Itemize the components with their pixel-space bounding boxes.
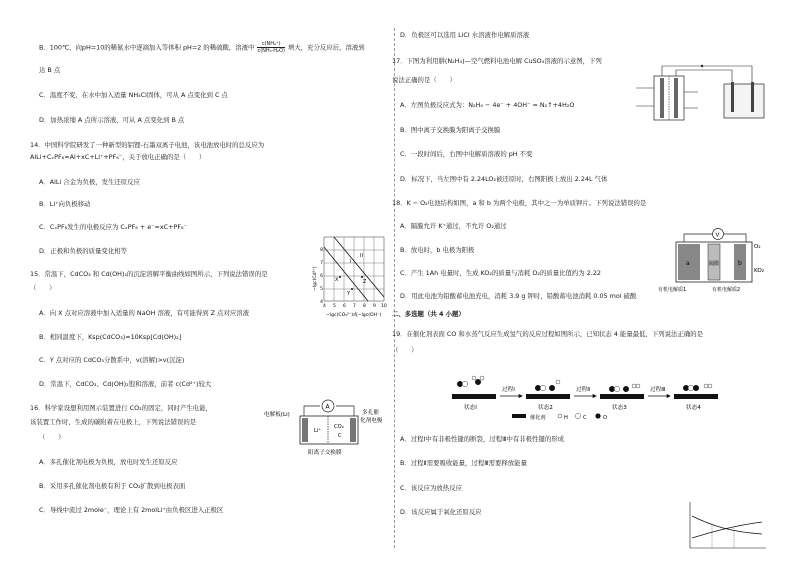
q15-xtick: 10 bbox=[381, 304, 387, 309]
q13-option-d: D．加热浓缩 A 点所示溶液，可从 A 点变化到 B 点 bbox=[39, 116, 185, 124]
q19-state-4: 状态4 bbox=[686, 405, 701, 411]
q17-option-d: D．标况下，当左图中有 2.24LO₂被还原时，右图阳极上放出 2.24L 气体 bbox=[400, 175, 608, 183]
q17-stem-1: 17．下图为利用肼(N₂H₄)—空气燃料电池电解 CuSO₄溶液的示意图，下列 bbox=[392, 57, 602, 65]
q16-left-label: 电解板(Li) bbox=[264, 412, 290, 418]
q17-electrode-2 bbox=[751, 82, 754, 112]
q19-legend-c: C bbox=[583, 415, 587, 421]
q14-option-a: A．AlLi 合金为负极，发生还原反应 bbox=[39, 178, 140, 186]
q19-legend-catalyst-swatch bbox=[512, 414, 526, 418]
column-divider bbox=[394, 28, 395, 548]
q15-option-d: D．常温下，CdCO₃、Cd(OH)₂饱和溶液，前者 c(Cd²⁺)较大 bbox=[39, 380, 212, 388]
q19-state-2: 状态2 bbox=[538, 405, 553, 411]
q18-label-a: a bbox=[686, 260, 690, 267]
q13b-frac-den: c(NH₃·H₂O) bbox=[257, 48, 285, 54]
q15-xtick: 7 bbox=[353, 304, 356, 309]
q15-label-y: Y bbox=[347, 291, 351, 297]
section-2-heading: 二、多选题（共 4 小题） bbox=[392, 310, 465, 318]
q15-xlabel: −lgc(CO₃²⁻)或−lgc(OH⁻) bbox=[326, 313, 382, 318]
q16-cell-figure bbox=[264, 396, 392, 462]
q17-switch bbox=[701, 65, 703, 67]
q13b-text1: B．100℃，向pH=10的稀氨水中逐滴加入等体积 pH=2 的稀硫酸，溶液中 bbox=[39, 43, 255, 52]
q19-catalyst-surface-1 bbox=[452, 394, 496, 399]
q18-o2-label: O₂ bbox=[754, 244, 761, 250]
q17-inlet-right bbox=[684, 92, 698, 108]
q19-process-2: 过程Ⅱ bbox=[576, 387, 590, 393]
q16-co2: CO₂ bbox=[334, 424, 344, 430]
q16-right-label-1: 多孔催 bbox=[362, 410, 379, 416]
q15-ytick: 5 bbox=[320, 287, 323, 292]
q16-option-a: A．多孔催化剂电极为负极，放电时发生还原反应 bbox=[39, 458, 178, 466]
q15-curve-ii bbox=[334, 237, 384, 297]
q19-state-3: 状态3 bbox=[612, 405, 627, 411]
q15-graph bbox=[310, 233, 390, 321]
q15-label-z: Z bbox=[363, 279, 367, 285]
q14-option-b: B．Li⁺向负极移动 bbox=[39, 200, 91, 208]
q15-point-x bbox=[339, 276, 341, 278]
q16-catalyst-electrode bbox=[350, 418, 356, 442]
q15-yticks bbox=[320, 247, 323, 305]
q19-legend-o-swatch bbox=[595, 413, 600, 418]
q19-option-a: A．过程Ⅰ中有非极性键的断裂，过程Ⅲ中有非极性键的形成 bbox=[400, 435, 565, 443]
q19-reaction-figure bbox=[448, 364, 724, 424]
q15-xtick: 5 bbox=[333, 304, 336, 309]
q18-option-a: A．隔膜允许 K⁺通过，不允许 O₂通过 bbox=[400, 222, 507, 230]
q17-anode-plate bbox=[660, 78, 664, 118]
q13-option-b-line1 bbox=[39, 41, 365, 54]
q15-ytick: 4 bbox=[320, 300, 323, 305]
q19-stem-2: （ ） bbox=[392, 346, 418, 354]
q15-xticks bbox=[323, 303, 387, 309]
q15-xtick: 6 bbox=[343, 304, 346, 309]
q17-stem-2: 说法正确的是（ ） bbox=[392, 76, 456, 84]
q15-xtick: 8 bbox=[363, 304, 366, 309]
q15-ytick: 7 bbox=[320, 261, 323, 266]
q18-option-c: C．产生 1Ah 电量时，生成 KO₂的质量与消耗 O₂的质量比值约为 2.22 bbox=[400, 269, 601, 277]
q16-li-ion: Li⁺ bbox=[314, 428, 322, 434]
q15-stem-1: 15．常温下，CdCO₃ 和 Cd(OH)₂的沉淀溶解平衡曲线如图所示，下列说法错误的是 bbox=[30, 270, 268, 278]
q18-option-d: D．用此电池为铅酸蓄电池充电，消耗 3.9 g 钾时，铅酸蓄电池消耗 0.05 mol 硫酸 bbox=[400, 292, 637, 300]
q13-option-c: C．温度不变，在水中加入适量 NH₄Cl固体，可从 A 点变化到 C 点 bbox=[39, 91, 228, 99]
q13b-text3: 达 B 点 bbox=[39, 66, 61, 74]
q19-catalyst-surface-4 bbox=[674, 394, 718, 399]
q19-state-1: 状态Ⅰ bbox=[464, 405, 477, 411]
q18-label-b: b bbox=[738, 260, 742, 267]
q19-process-1: 过程Ⅰ bbox=[502, 387, 515, 393]
q15-ytick: 6 bbox=[320, 274, 323, 279]
q19-legend-c-swatch bbox=[575, 413, 580, 418]
q13b-frac-num: c(NH₄⁺) bbox=[257, 41, 284, 48]
q16-stem-3: （ ） bbox=[39, 433, 65, 441]
q15-point-z bbox=[361, 276, 363, 278]
q16-ammeter-label: A bbox=[325, 403, 330, 411]
q19-option-c: C．该反应为放热反应 bbox=[400, 484, 462, 492]
q18-option-b: B．放电时，b 电极为阳极 bbox=[400, 246, 475, 254]
q16-membrane-label: 阳离子交换膜 bbox=[308, 450, 342, 456]
q16-option-c: C．导线中流过 2mole⁻，理论上有 2molLi⁺由负极区进入正极区 bbox=[39, 506, 224, 514]
q15-label-x: X bbox=[335, 277, 339, 283]
q15-ytick: 8 bbox=[320, 248, 323, 253]
q17-inlet-left bbox=[636, 88, 654, 106]
q16-carbon: C bbox=[338, 433, 342, 439]
q17-apparatus-figure bbox=[632, 62, 780, 132]
q18-left-solution: 有机电解质1 bbox=[658, 287, 687, 293]
q15-label-curve-i: I bbox=[350, 259, 352, 265]
q16-right-label-2: 化剂电极 bbox=[360, 418, 383, 424]
q18-cell-figure bbox=[650, 228, 770, 296]
q14-option-d: D．正极和负极的质量变化相等 bbox=[39, 247, 127, 255]
q18-right-solution: 有机电解质2 bbox=[712, 287, 741, 293]
q15-option-c: C．Y 点对应的 CdCO₃分散系中，v(溶解)>v(沉淀) bbox=[39, 356, 185, 364]
q19-legend-h-swatch bbox=[558, 414, 562, 418]
q16-container bbox=[300, 416, 358, 444]
q19-option-d: D．该反应属于氧化还原反应 bbox=[400, 508, 482, 516]
q15-point-y bbox=[351, 288, 353, 290]
q19-legend-catalyst: 催化剂 bbox=[530, 415, 546, 421]
q-extra-small-chart bbox=[682, 498, 770, 556]
q15-option-b: B．相同温度下，Ksp(CdCO₃)=10Ksp[Cd(OH)₂] bbox=[39, 333, 182, 341]
q17-option-c: C．一段时间后，右图中电解质溶液的 pH 不变 bbox=[400, 150, 533, 158]
q18-stem: 18．K − O₂电池结构如图，a 和 b 为两个电极，其中之一为单质钾片。下列说法错误的是 bbox=[392, 199, 647, 207]
q15-option-a: A．向 X 点对应溶液中加入适量的 NaOH 溶液，有可能得到 Z 点对应溶液 bbox=[39, 309, 250, 317]
q19-option-b: B．过程Ⅱ需要吸收能量，过程Ⅲ需要释放能量 bbox=[400, 459, 527, 467]
q19-process-3: 过程Ⅲ bbox=[650, 387, 666, 393]
q16-li-electrode bbox=[302, 418, 308, 442]
q13b-text2: 增大，充分反应后，溶液到 bbox=[287, 43, 365, 52]
q19-process-arrows bbox=[500, 395, 670, 398]
small-chart-curve-2 bbox=[692, 522, 762, 538]
q19-catalyst-surface-3 bbox=[600, 394, 644, 399]
q18-voltmeter-label: V bbox=[715, 232, 720, 239]
q15-xtick: 4 bbox=[323, 304, 326, 309]
q15-ylabel: −lgc(Cd²⁺) bbox=[313, 266, 318, 291]
q17-electrode-1 bbox=[731, 82, 734, 112]
q17-electrolysis-beaker bbox=[724, 84, 764, 118]
q17-option-a: A．左图负极反应式为：N₂H₄ − 4e⁻ + 4OH⁻ = N₂↑+4H₂O bbox=[400, 101, 575, 109]
q19-catalyst-surface-2 bbox=[526, 394, 570, 399]
q17-fuel-cell bbox=[654, 76, 684, 120]
q16-stem-2: 该装置工作时，生成的碳附着在电极上，下列说法错误的是 bbox=[30, 418, 197, 426]
q15-stem-2: （ ） bbox=[30, 284, 56, 292]
q16-option-d: D．负极区可以选用 LiCl 水溶液作电解质溶液 bbox=[400, 31, 530, 39]
q15-xtick: 9 bbox=[373, 304, 376, 309]
q14-option-c: C．CₓPF₆发生的电极反应为 CₓPF₆ + e⁻=xC+PF₆⁻ bbox=[39, 223, 187, 231]
q17-cathode-plate bbox=[674, 78, 678, 118]
q19-legend-o: O bbox=[603, 415, 608, 421]
q15-label-curve-ii: II bbox=[360, 253, 363, 259]
q18-ko2-label: KO₂ bbox=[754, 268, 765, 274]
q14-stem-1: 14．中国科学院研发了一种新型的铝锂-石墨双离子电池，该电池放电时的总反应为 bbox=[30, 141, 265, 149]
small-chart-curve-1 bbox=[692, 516, 762, 534]
q17-option-b: B．图中离子交换膜为阳离子交换膜 bbox=[400, 126, 501, 134]
q14-stem-2: AlLi+CₓPF₆=Al+xC+Li⁺+PF₆⁻，关于放电正确的是（ ） bbox=[30, 153, 206, 161]
q19-legend-h: H bbox=[564, 415, 568, 421]
q16-option-b: B．采用多孔催化剂电极有利于 CO₂扩散到电极表面 bbox=[39, 482, 186, 490]
q13b-fraction bbox=[257, 41, 284, 54]
q15-grid bbox=[324, 237, 384, 301]
q16-stem-1: 16．科学家设想利用图示装置进行 CO₂的固定，同时产生电能， bbox=[30, 404, 212, 412]
q18-membrane-label: 隔膜 bbox=[709, 261, 720, 267]
q19-stem-1: 19．在催化剂表面 CO 和水蒸气反应生成氢气的反应过程如图所示，已知状态 4 能量最低，下列说法正确的是 bbox=[392, 330, 704, 338]
